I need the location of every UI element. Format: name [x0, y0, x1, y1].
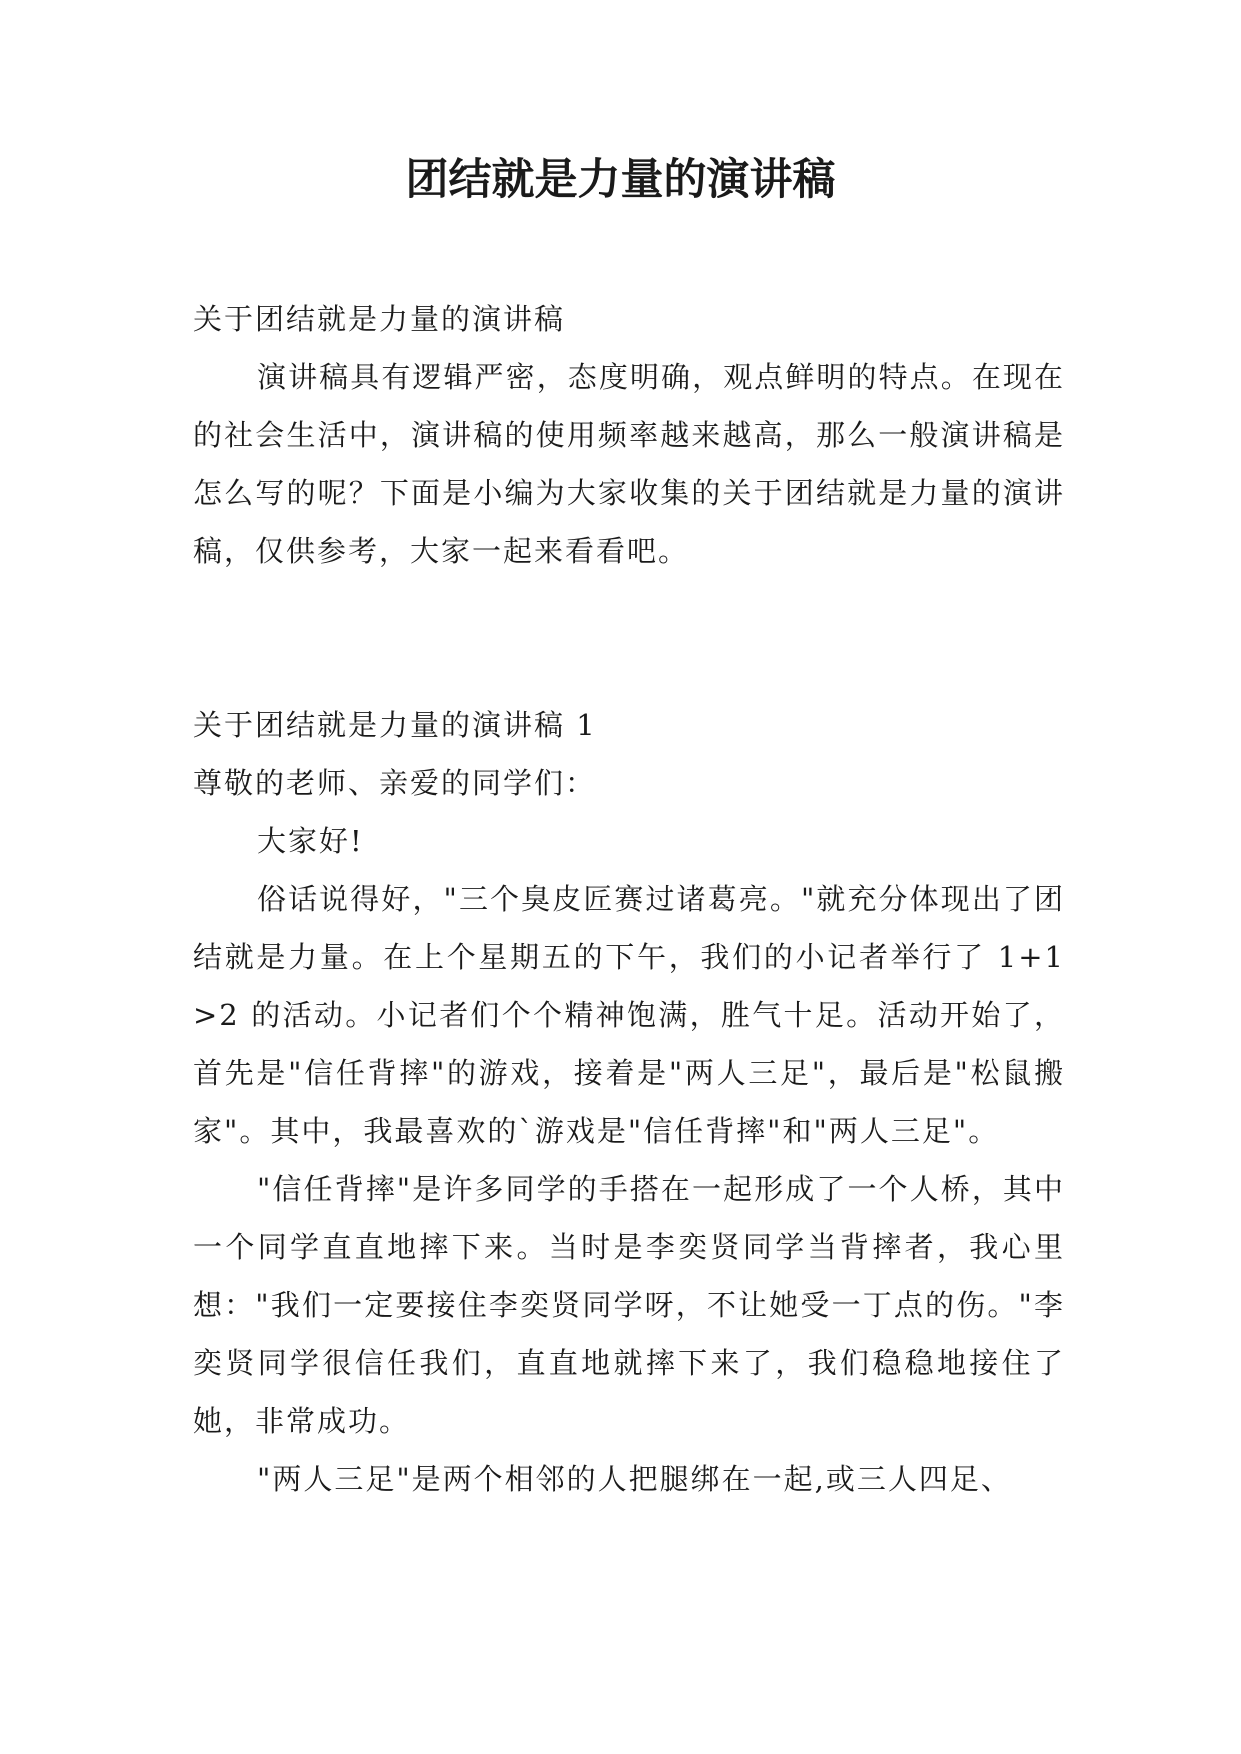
document-body: [193, 290, 1065, 1508]
section-heading: 关于团结就是力量的演讲稿 1: [193, 708, 597, 742]
body-paragraph: "两人三足"是两个相邻的人把腿绑在一起,或三人四足、: [257, 1462, 1012, 1496]
subtitle: 关于团结就是力量的演讲稿: [193, 302, 566, 336]
document-title: 团结就是力量的演讲稿: [405, 155, 836, 205]
salutation: 尊敬的老师、亲爱的同学们：: [193, 766, 597, 800]
greeting: 大家好!: [257, 824, 364, 858]
body-paragraph: "信任背摔"是许多同学的手搭在一起形成了一个人桥，其中一个同学直直地摔下来。当时是李奕贤同学当背摔者，我心里想："我们一定要接住李奕贤同学呀，不让她受一丁点的伤。"李奕贤同学很信任我们，直直地就摔下来了，我们稳稳地接住了她，非常成功。: [193, 1172, 1065, 1438]
body-paragraph: 俗话说得好，"三个臭皮匠赛过诸葛亮。"就充分体现出了团结就是力量。在上个星期五的下午，我们的小记者举行了 1+1>2 的活动。小记者们个个精神饱满，胜气十足。活动开始了，首先是"信任背摔"的游戏，接着是"两人三足"，最后是"松鼠搬家"。其中，我最喜欢的`游戏是"信任背摔"和"两人三足"。: [193, 882, 1065, 1148]
intro-paragraph: 演讲稿具有逻辑严密，态度明确，观点鲜明的特点。在现在的社会生活中，演讲稿的使用频率越来越高，那么一般演讲稿是怎么写的呢？下面是小编为大家收集的关于团结就是力量的演讲稿，仅供参考，大家一起来看看吧。: [193, 360, 1065, 568]
section-gap: [193, 580, 1065, 696]
